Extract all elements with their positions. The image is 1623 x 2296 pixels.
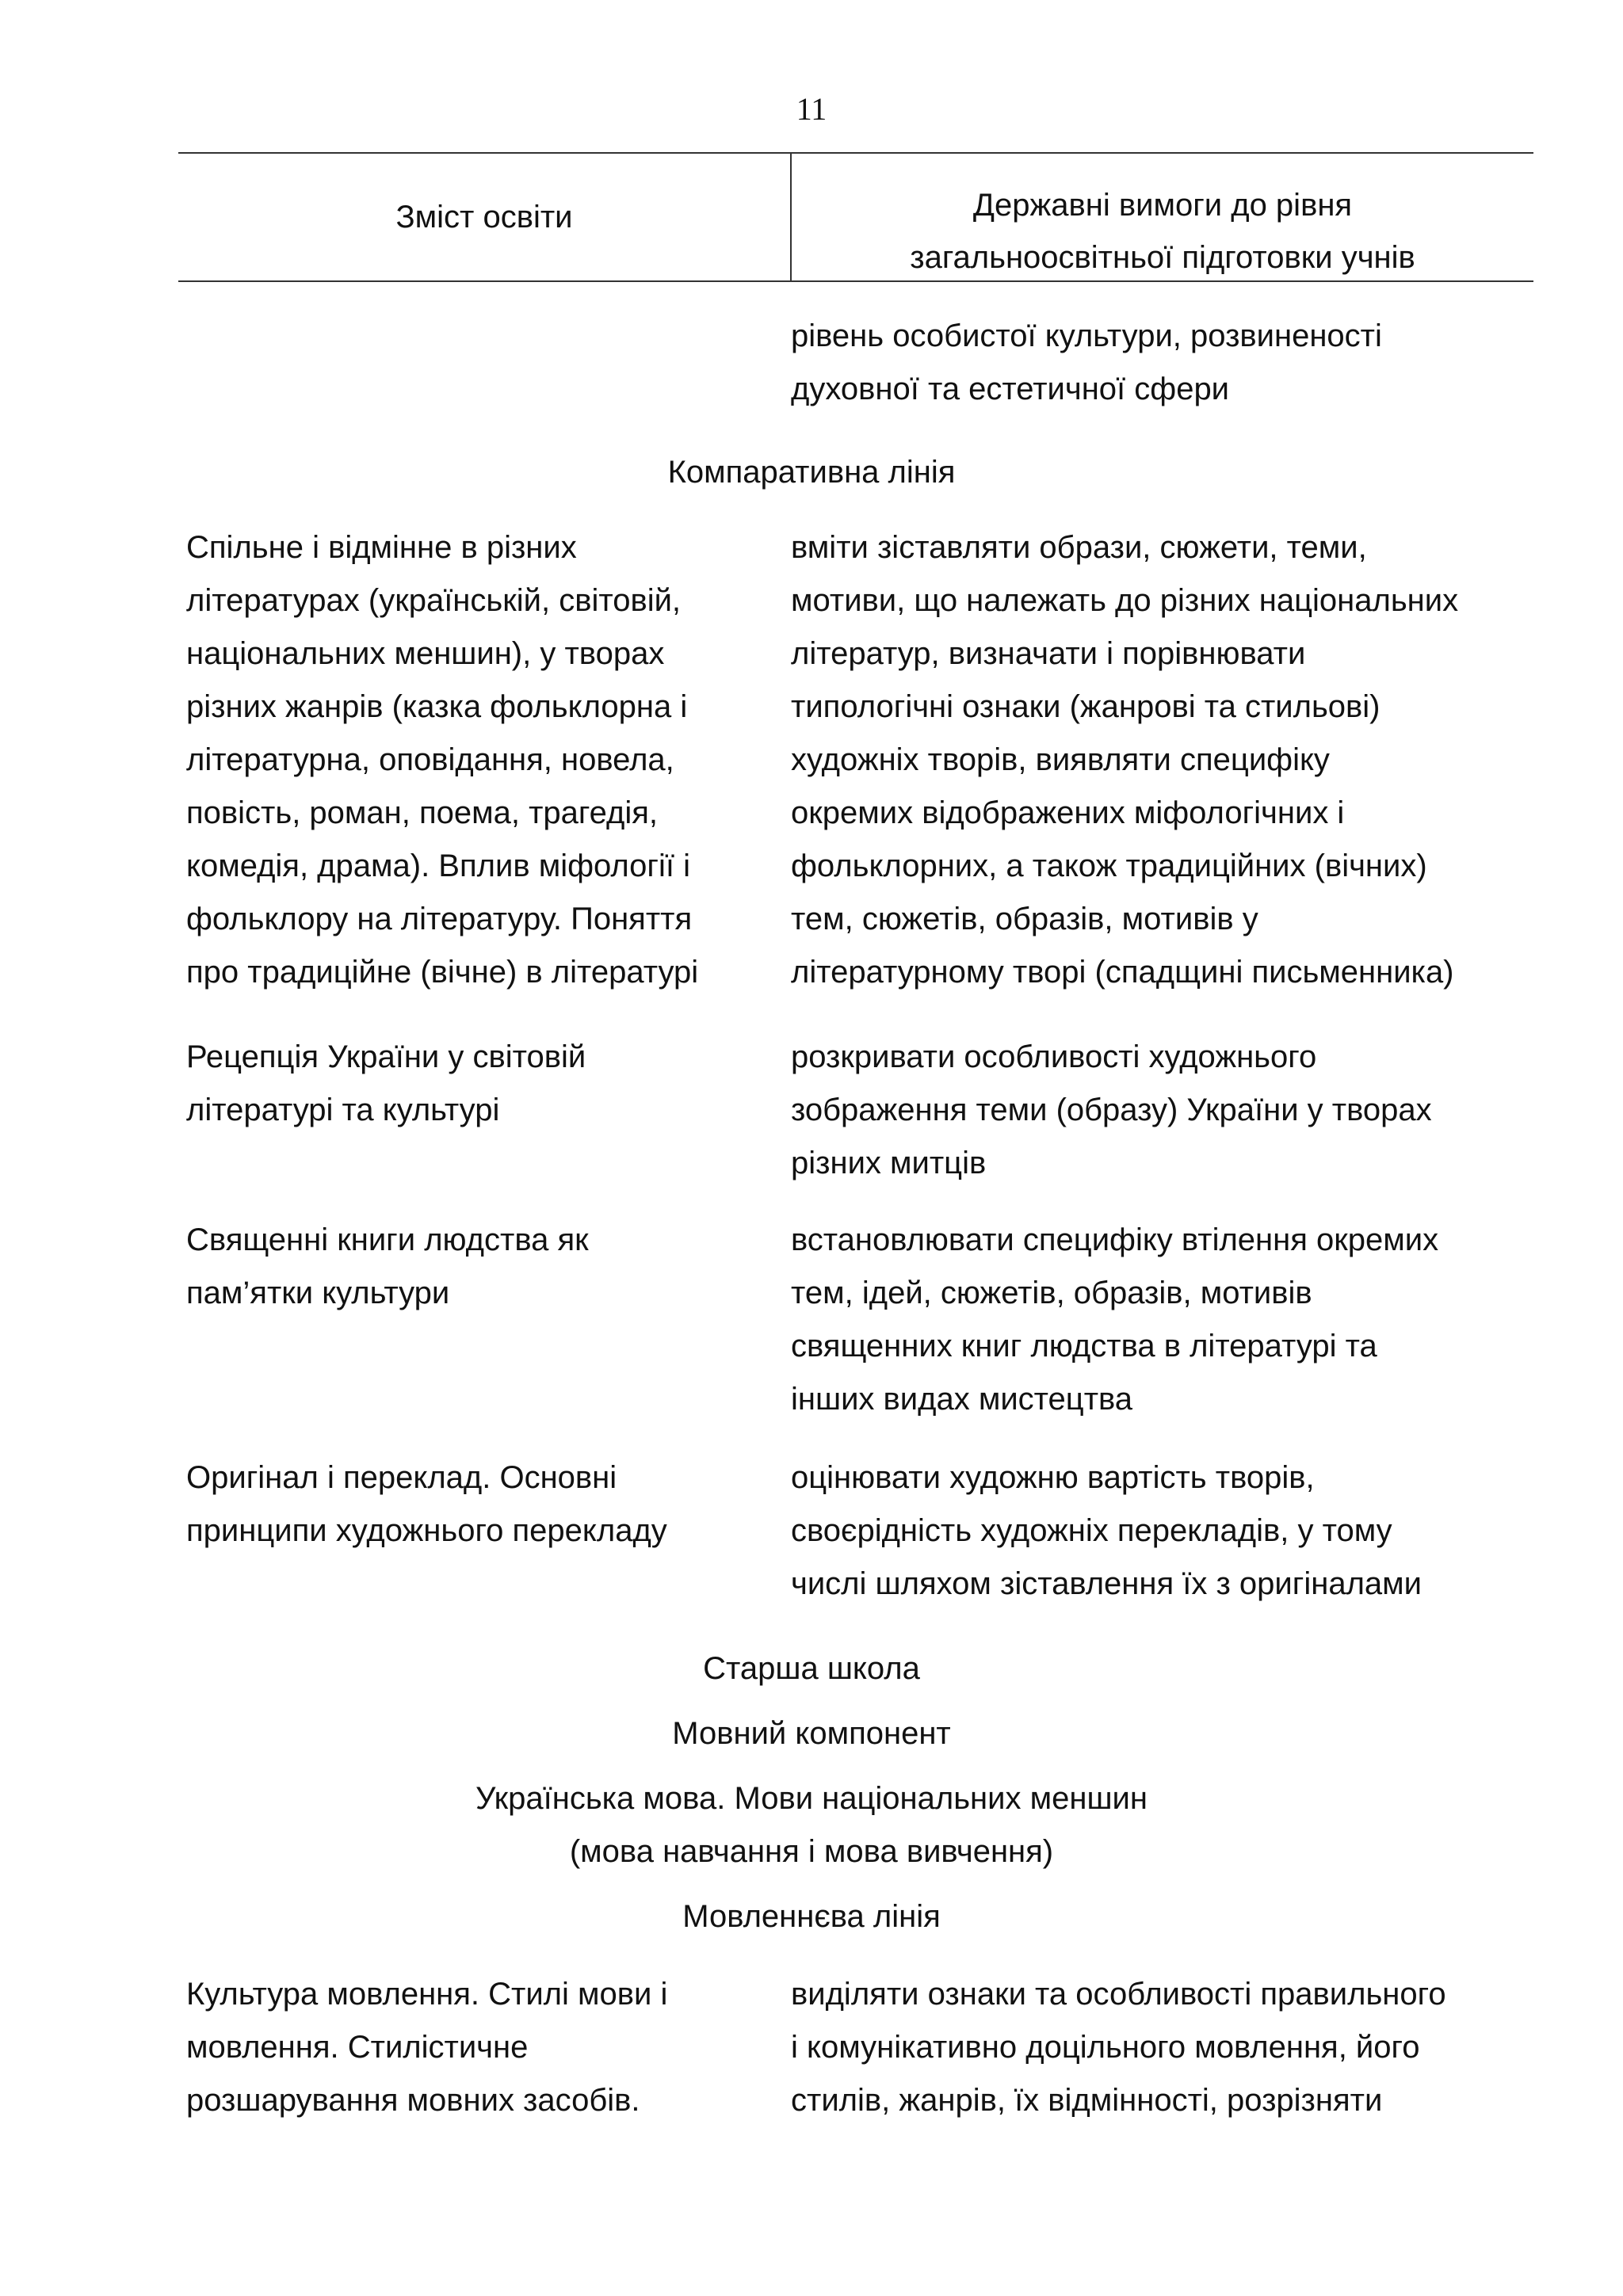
text-line: оцінювати художню вартість творів, bbox=[791, 1460, 1315, 1495]
header-requirements-line: Державні вимоги до рівня bbox=[972, 188, 1353, 223]
text-line: своєрідність художніх перекладів, у тому bbox=[791, 1513, 1392, 1548]
row-2-requirements bbox=[791, 1031, 1432, 1190]
row-3-content bbox=[186, 1214, 589, 1320]
row-4-requirements bbox=[791, 1451, 1422, 1611]
text-line: фольклорних, а також традиційних (вічних) bbox=[791, 849, 1427, 883]
heading-senior-school: Старша школа bbox=[703, 1651, 920, 1686]
text-line: мовлення. Стилістичне bbox=[186, 2030, 529, 2065]
row-1-content bbox=[186, 521, 698, 999]
text-line: Спільне і відмінне в різних bbox=[186, 530, 577, 565]
text-line: про традиційне (вічне) в літературі bbox=[186, 955, 699, 990]
text-line: літературному творі (спадщині письменника) bbox=[791, 955, 1454, 990]
row-3-requirements bbox=[791, 1214, 1438, 1426]
heading-speech-line: Мовленнєва лінія bbox=[682, 1899, 941, 1934]
text-line: Оригінал і переклад. Основні bbox=[186, 1460, 617, 1495]
text-line: пам’ятки культури bbox=[186, 1276, 450, 1310]
text-line: стилів, жанрів, їх відмінності, розрізняти bbox=[791, 2083, 1383, 2118]
header-requirements-line: загальноосвітньої підготовки учнів bbox=[910, 240, 1415, 275]
text-line: тем, сюжетів, образів, мотивів у bbox=[791, 902, 1258, 936]
text-line: окремих відображених міфологічних і bbox=[791, 795, 1345, 830]
text-line: літературах (українській, світовій, bbox=[186, 583, 682, 618]
heading-language-component: Мовний компонент bbox=[672, 1716, 951, 1751]
text-line: художніх творів, виявляти специфіку bbox=[791, 742, 1330, 777]
text-line: літературна, оповідання, новела, bbox=[186, 742, 674, 777]
heading-languages: Українська мова. Мови національних меншин bbox=[475, 1781, 1148, 1816]
text-line: різних жанрів (казка фольклорна і bbox=[186, 689, 688, 724]
text-line: типологічні ознаки (жанрові та стильові) bbox=[791, 689, 1381, 724]
row-1-requirements bbox=[791, 521, 1458, 999]
text-line: вміти зіставляти образи, сюжети, теми, bbox=[791, 530, 1367, 565]
text-line: повість, роман, поема, трагедія, bbox=[186, 795, 658, 830]
text-line: різних митців bbox=[791, 1146, 987, 1180]
text-line: зображення теми (образу) України у творах bbox=[791, 1093, 1432, 1127]
text-line: Рецепція України у світовій bbox=[186, 1039, 586, 1074]
text-line: виділяти ознаки та особливості правильного bbox=[791, 1977, 1446, 2012]
text-line: духовної та естетичної сфери bbox=[791, 372, 1230, 406]
text-line: фольклору на літературу. Поняття bbox=[186, 902, 693, 936]
header-requirements-column bbox=[792, 179, 1533, 284]
text-line: рівень особистої культури, розвиненості bbox=[791, 318, 1382, 353]
text-line: Культура мовлення. Стилі мови і bbox=[186, 1977, 668, 2012]
text-line: розкривати особливості художнього bbox=[791, 1039, 1317, 1074]
section-heading-comparative: Компаративна лінія bbox=[667, 455, 956, 490]
text-line: мотиви, що належать до різних національних bbox=[791, 583, 1459, 618]
continuation-text bbox=[791, 310, 1382, 416]
text-line: розшарування мовних засобів. bbox=[186, 2083, 640, 2118]
text-line: і комунікативно доцільного мовлення, його bbox=[791, 2030, 1420, 2065]
text-line: Священні книги людства як bbox=[186, 1222, 589, 1257]
text-line: літературі та культурі bbox=[186, 1093, 500, 1127]
text-line: священних книг людства в літературі та bbox=[791, 1329, 1377, 1363]
row-5-requirements bbox=[791, 1968, 1446, 2127]
text-line: літератур, визначати і порівнювати bbox=[791, 636, 1306, 671]
text-line: числі шляхом зіставлення їх з оригіналами bbox=[791, 1566, 1422, 1601]
text-line: встановлювати специфіку втілення окремих bbox=[791, 1222, 1439, 1257]
heading-languages-note: (мова навчання і мова вивчення) bbox=[569, 1834, 1054, 1869]
text-line: інших видах мистецтва bbox=[791, 1382, 1133, 1417]
row-4-content bbox=[186, 1451, 667, 1558]
table-header bbox=[178, 152, 1533, 282]
page-number: 11 bbox=[796, 91, 827, 127]
text-line: національних меншин), у творах bbox=[186, 636, 665, 671]
row-5-content bbox=[186, 1968, 667, 2127]
text-line: принципи художнього перекладу bbox=[186, 1513, 667, 1548]
row-2-content bbox=[186, 1031, 586, 1137]
header-content-column: Зміст освіти bbox=[395, 200, 573, 235]
text-line: комедія, драма). Вплив міфології і bbox=[186, 849, 690, 883]
text-line: тем, ідей, сюжетів, образів, мотивів bbox=[791, 1276, 1312, 1310]
